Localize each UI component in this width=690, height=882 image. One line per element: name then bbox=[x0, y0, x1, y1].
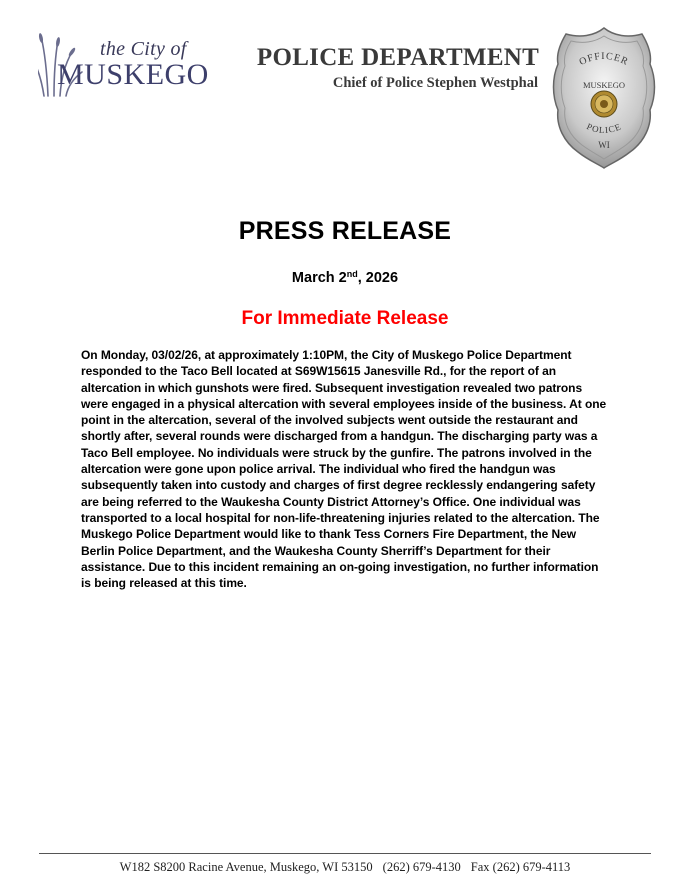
badge-lower-text: POLICE bbox=[585, 121, 623, 136]
footer-address: W182 S8200 Racine Avenue, Muskego, WI 53150 bbox=[119, 860, 373, 874]
release-body-paragraph: On Monday, 03/02/26, at approximately 1:10PM, the City of Muskego Police Department responded to the Taco Bell located at S69W15615 Janesville Rd., for the report of an altercation in which gunshots were fired. Subsequent investigation revealed two patrons were engaged in a physical altercation with several employees inside of the business. At one point in the altercation, several of the involved subjects went outside the restaurant and shortly after, several rounds were discharged from a handgun. The discharging party was a Taco Bell employee. No individuals were struck by the gunfire. The patrons involved in the altercation were gone upon police arrival. The individual who fired the handgun was subsequently taken into custody and charges of first degree recklessly endangering safety are being referred to the Waukesha County District Attorney’s Office. One individual was transported to a local hospital for non-life-threatening injuries related to the altercation. The Muskego Police Department would like to thank Tess Corners Fire Department, the New Berlin Police Department, and the Waukesha County Sherriff’s Department for their assistance. Due to this incident remaining an on-going investigation, no further information is being released at this time. bbox=[81, 348, 607, 591]
release-date-ordinal: nd bbox=[346, 269, 358, 279]
logo-city-name: MUSKEGO bbox=[57, 58, 209, 91]
release-date bbox=[0, 270, 690, 286]
badge-bottom-text: WI bbox=[598, 140, 610, 150]
footer-divider bbox=[39, 853, 651, 854]
immediate-release-label: For Immediate Release bbox=[241, 308, 449, 329]
footer-phone: (262) 679-4130 bbox=[382, 860, 461, 874]
police-badge-icon bbox=[552, 26, 656, 170]
logo-the-city-text: the City of bbox=[100, 38, 187, 60]
badge-top-text: OFFICER bbox=[577, 50, 631, 68]
badge-mid-text: MUSKEGO bbox=[582, 80, 626, 90]
release-date-prefix: March 2 bbox=[291, 270, 347, 286]
release-date-year: , 2026 bbox=[357, 270, 399, 286]
department-title: POLICE DEPARTMENT bbox=[256, 44, 540, 71]
press-release-title: PRESS RELEASE bbox=[238, 217, 452, 245]
chief-of-police: Chief of Police Stephen Westphal bbox=[332, 75, 538, 91]
footer-fax: Fax (262) 679-4113 bbox=[470, 860, 571, 874]
city-logo bbox=[38, 28, 228, 100]
footer-contact bbox=[0, 860, 690, 875]
